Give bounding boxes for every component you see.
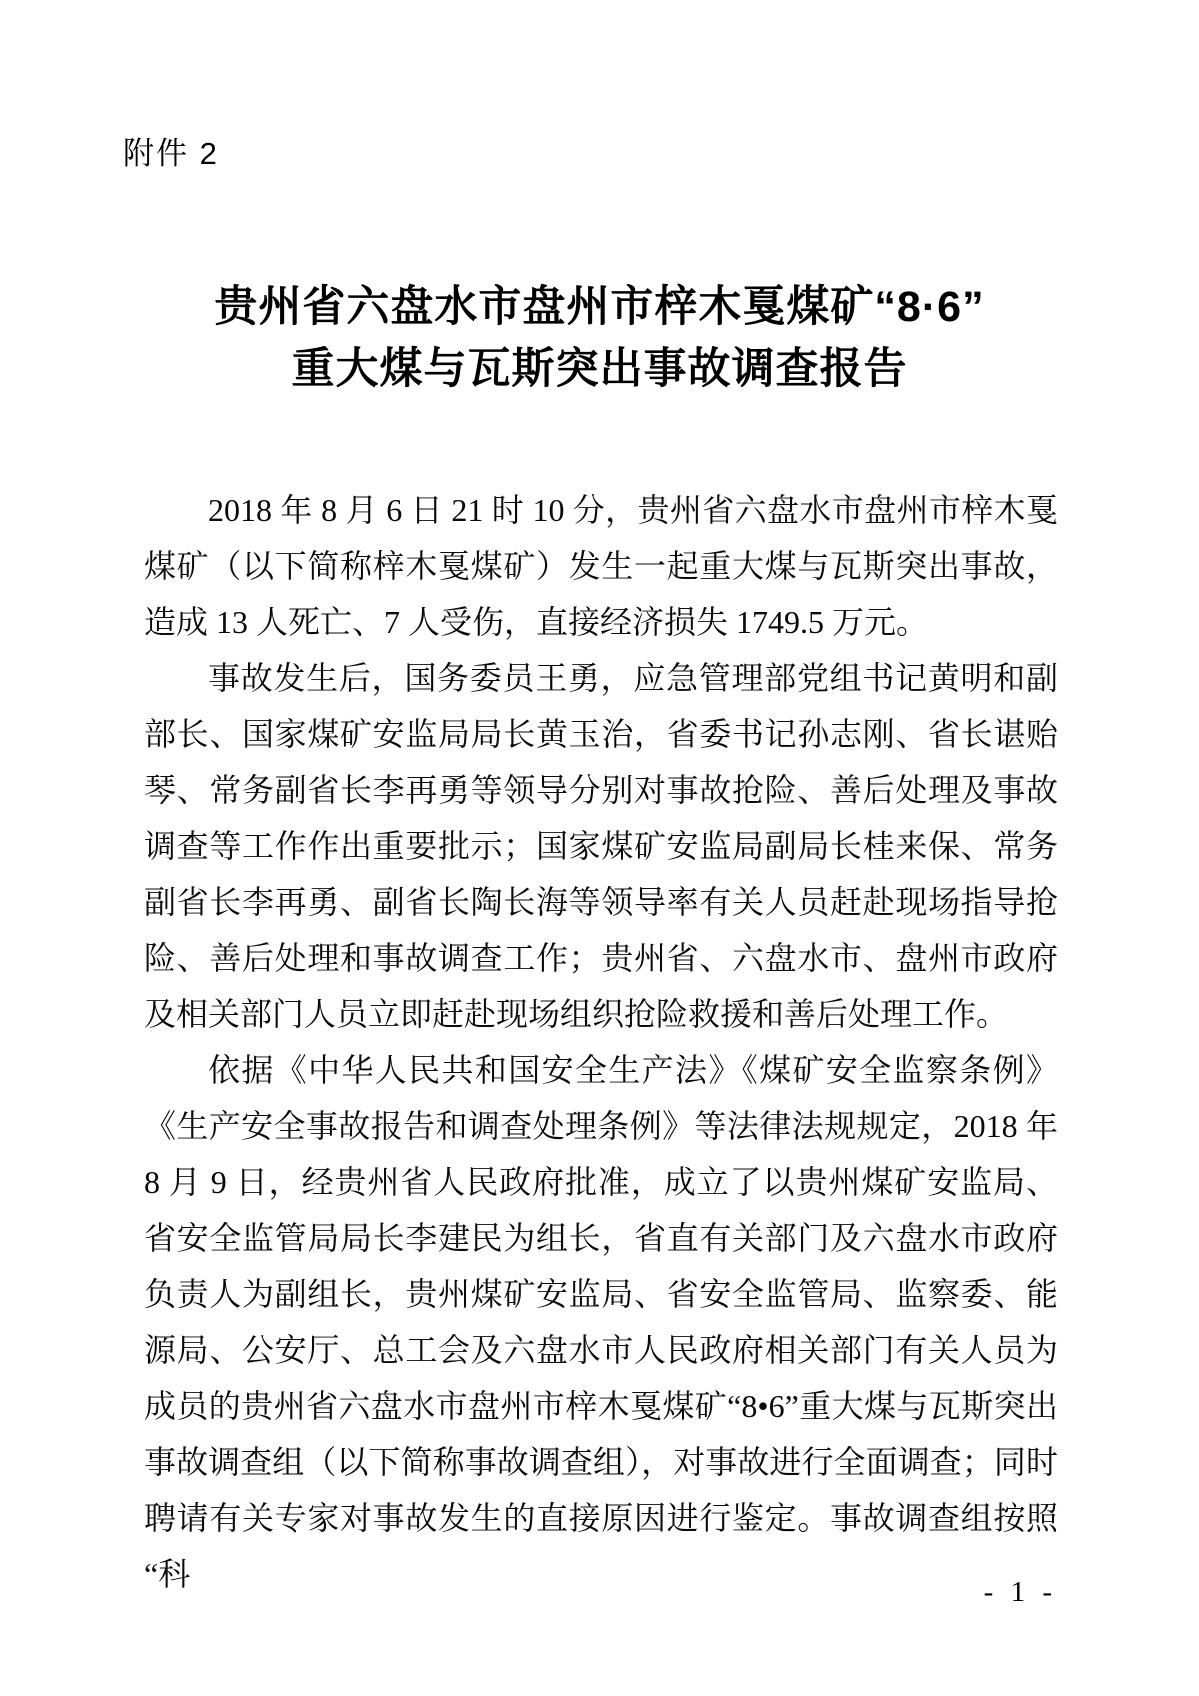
paragraph-1: 2018 年 8 月 6 日 21 时 10 分，贵州省六盘水市盘州市梓木戛煤矿（以下简称梓木戛煤矿）发生一起重大煤与瓦斯突出事故，造成 13 人死亡、7 人受伤，直接经济损失 1749.5 万元。 [144, 492, 1058, 640]
attachment-label: 附件 2 [123, 136, 219, 171]
page-number: - 1 - [983, 1576, 1057, 1608]
document-body [144, 482, 1058, 1602]
paragraph-3: 依据《中华人民共和国安全生产法》《煤矿安全监察条例》《生产安全事故报告和调查处理条例》等法律法规规定，2018 年 8 月 9 日，经贵州省人民政府批准，成立了以贵州煤矿安监局、省安全监管局局长李建民为组长，省直有关部门及六盘水市政府负责人为副组长，贵州煤矿安监局、省安全监管局、监察委、能源局、公安厅、总工会及六盘水市人民政府相关部门有关人员为成员的贵州省六盘水市盘州市梓木戛煤矿“8•6”重大煤与瓦斯突出事故调查组（以下简称事故调查组），对事故进行全面调查；同时聘请有关专家对事故发生的直接原因进行鉴定。事故调查组按照“科 [144, 1052, 1058, 1592]
paragraph-2: 事故发生后，国务委员王勇，应急管理部党组书记黄明和副部长、国家煤矿安监局局长黄玉治，省委书记孙志刚、省长谌贻琴、常务副省长李再勇等领导分别对事故抢险、善后处理及事故调查等工作作出重要批示；国家煤矿安监局副局长桂来保、常务副省长李再勇、副省长陶长海等领导率有关人员赶赴现场指导抢险、善后处理和事故调查工作；贵州省、六盘水市、盘州市政府及相关部门人员立即赶赴现场组织抢险救援和善后处理工作。 [144, 660, 1058, 1032]
title-line-1: 贵州省六盘水市盘州市梓木戛煤矿“8·6” [214, 283, 985, 331]
title-line-2: 重大煤与瓦斯突出事故调查报告 [291, 345, 908, 393]
document-title [0, 276, 1199, 400]
